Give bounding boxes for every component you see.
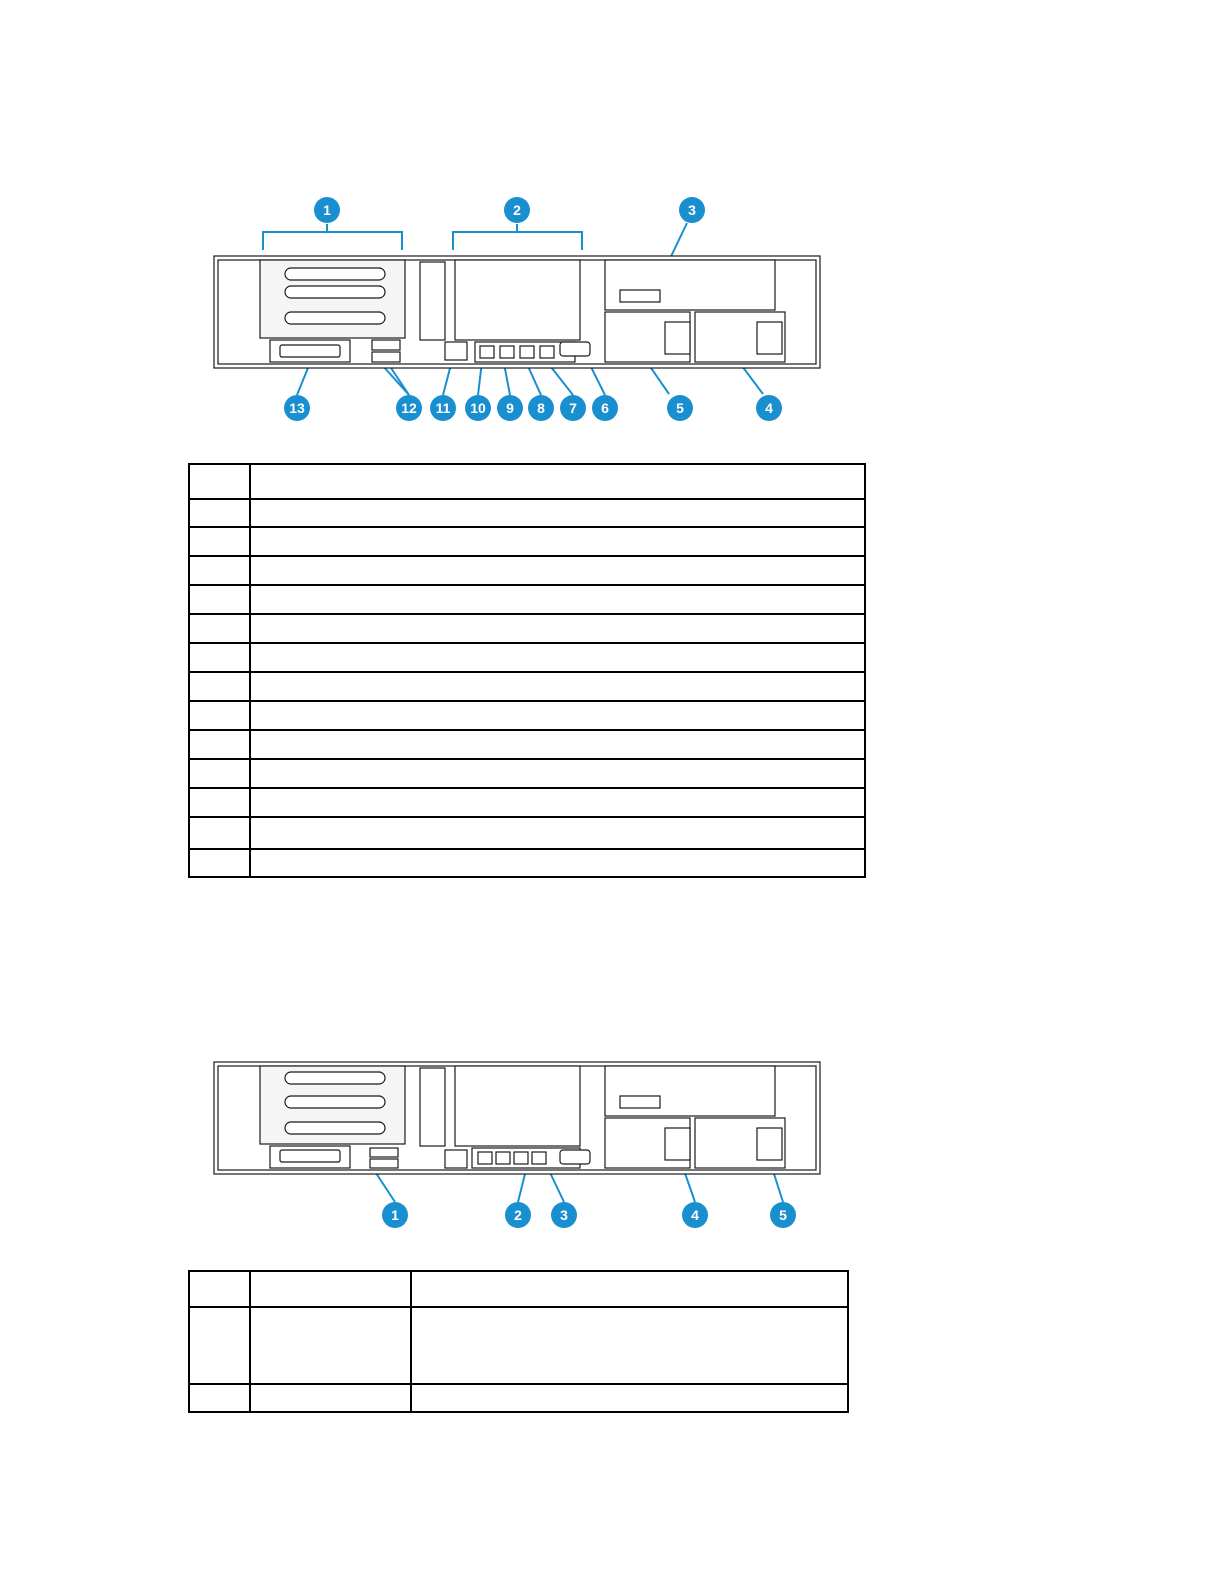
svg-text:2: 2 — [514, 1207, 522, 1223]
component-table-2 — [188, 1270, 849, 1413]
callout-7 — [560, 395, 586, 421]
table-header-row — [189, 1271, 848, 1307]
table-cell — [189, 614, 250, 643]
table-cell — [189, 672, 250, 701]
table-cell — [189, 817, 250, 849]
table-row — [189, 499, 865, 527]
table-cell — [250, 759, 865, 788]
server-chassis — [214, 256, 820, 368]
table-row — [189, 759, 865, 788]
table-cell — [189, 499, 250, 527]
callout-9 — [497, 395, 523, 421]
table-row — [189, 585, 865, 614]
table-cell — [411, 1271, 848, 1307]
table-cell — [189, 464, 250, 499]
svg-text:1: 1 — [323, 202, 331, 218]
table-cell — [250, 556, 865, 585]
table-cell — [250, 701, 865, 730]
table-row — [189, 556, 865, 585]
svg-text:4: 4 — [691, 1207, 699, 1223]
table-cell — [250, 672, 865, 701]
table-cell — [250, 1307, 411, 1384]
svg-text:9: 9 — [506, 400, 514, 416]
table-row — [189, 1384, 848, 1412]
table-row — [189, 817, 865, 849]
svg-text:8: 8 — [537, 400, 545, 416]
table-header-row — [189, 464, 865, 499]
svg-text:5: 5 — [676, 400, 684, 416]
table-cell — [189, 759, 250, 788]
table-row — [189, 527, 865, 556]
server-chassis — [214, 1062, 820, 1174]
table-cell — [189, 527, 250, 556]
table-cell — [250, 1271, 411, 1307]
callout-12 — [396, 395, 422, 421]
table-cell — [189, 556, 250, 585]
svg-text:5: 5 — [779, 1207, 787, 1223]
svg-text:6: 6 — [601, 400, 609, 416]
server-rear-panel-figure-1 — [200, 190, 840, 430]
svg-text:4: 4 — [765, 400, 773, 416]
svg-text:10: 10 — [470, 400, 486, 416]
table-cell — [250, 817, 865, 849]
table-row — [189, 614, 865, 643]
svg-text:7: 7 — [569, 400, 577, 416]
svg-text:11: 11 — [435, 400, 451, 416]
table-cell — [411, 1384, 848, 1412]
callout-1 — [382, 1202, 408, 1228]
callout-11 — [430, 395, 456, 421]
server-rear-panel-figure-2 — [200, 1050, 840, 1240]
table-cell — [189, 1271, 250, 1307]
callout-markers — [382, 1202, 796, 1228]
svg-text:2: 2 — [513, 202, 521, 218]
table-cell — [250, 730, 865, 759]
callout-4 — [682, 1202, 708, 1228]
callout-5 — [667, 395, 693, 421]
table-cell — [250, 788, 865, 817]
callout-3 — [679, 197, 705, 223]
table-cell — [189, 849, 250, 877]
callout-6 — [592, 395, 618, 421]
callout-5 — [770, 1202, 796, 1228]
callout-8 — [528, 395, 554, 421]
table-row — [189, 1307, 848, 1384]
svg-text:12: 12 — [401, 400, 417, 416]
table-row — [189, 672, 865, 701]
table-row — [189, 701, 865, 730]
table-cell — [189, 788, 250, 817]
table-row — [189, 730, 865, 759]
table-cell — [189, 730, 250, 759]
callout-1 — [314, 197, 340, 223]
table-cell — [411, 1307, 848, 1384]
table-row — [189, 788, 865, 817]
callout-3 — [551, 1202, 577, 1228]
component-table-1 — [188, 463, 866, 878]
table-cell — [250, 499, 865, 527]
svg-text:3: 3 — [560, 1207, 568, 1223]
table-row — [189, 643, 865, 672]
table-cell — [250, 614, 865, 643]
svg-text:3: 3 — [688, 202, 696, 218]
table-cell — [250, 527, 865, 556]
table-cell — [250, 585, 865, 614]
table-row — [189, 849, 865, 877]
table-cell — [189, 1307, 250, 1384]
callout-10 — [465, 395, 491, 421]
svg-text:1: 1 — [391, 1207, 399, 1223]
callout-13 — [284, 395, 310, 421]
table-cell — [250, 464, 865, 499]
table-cell — [189, 1384, 250, 1412]
callout-2 — [504, 197, 530, 223]
callout-2 — [505, 1202, 531, 1228]
table-cell — [250, 1384, 411, 1412]
table-cell — [189, 643, 250, 672]
table-cell — [250, 643, 865, 672]
table-cell — [250, 849, 865, 877]
table-cell — [189, 585, 250, 614]
callout-4 — [756, 395, 782, 421]
svg-text:13: 13 — [289, 400, 305, 416]
table-cell — [189, 701, 250, 730]
